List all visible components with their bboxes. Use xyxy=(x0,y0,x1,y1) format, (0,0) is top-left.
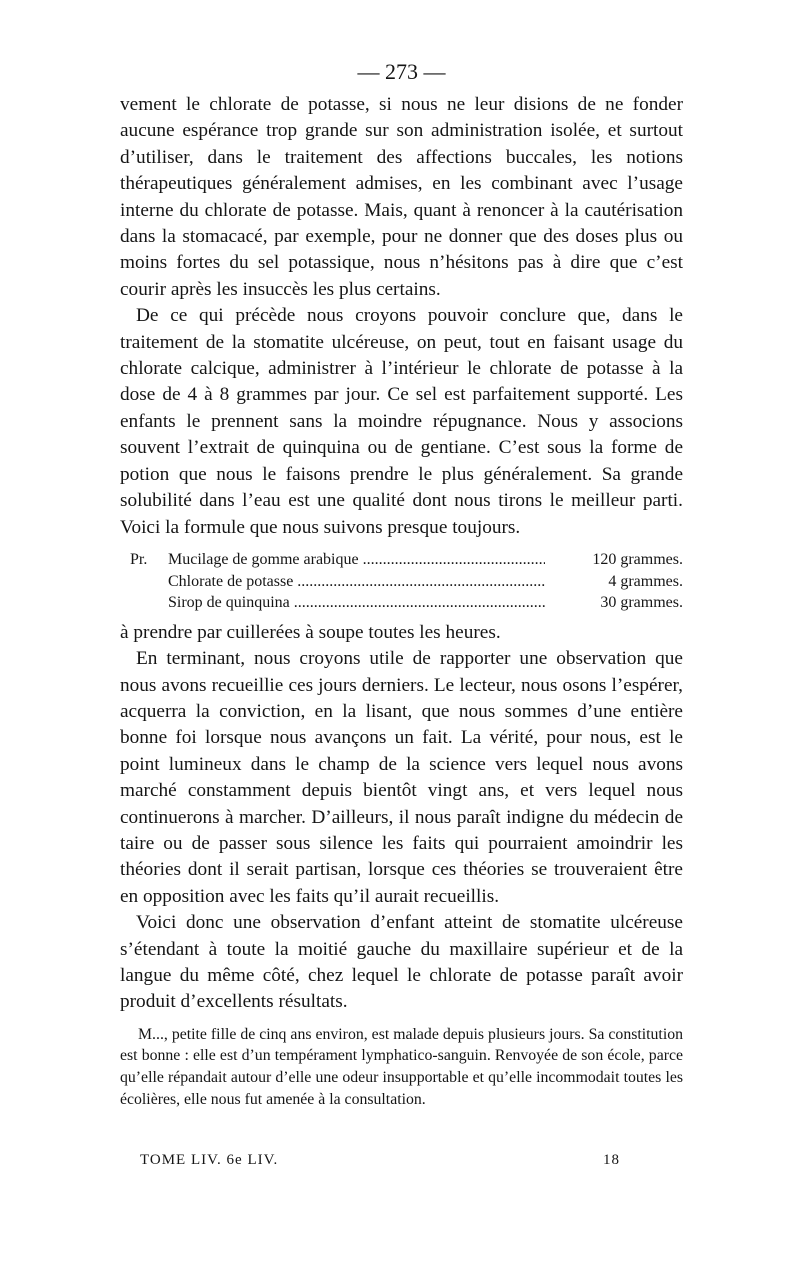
dosage-instruction: à prendre par cuillerées à soupe toutes les heures. xyxy=(120,621,501,643)
prescription-formula xyxy=(120,549,683,614)
page-body xyxy=(120,52,683,1110)
prescription-item-name: Sirop de quinquina ..... xyxy=(168,592,545,614)
paragraph-continuation: vement le chlorate de potasse, si nous ne leur disions de ne fonder aucune espérance trop grande sur son administration isolée, et surtout d’utiliser, dans le traitement des affections buccales, les notions thérapeutiques généralement admises, en les combinant avec l’usage interne du chlorate de potasse. Mais, quant à renoncer à la cautérisation dans la stomacacé, par exemple, pour ne donner que des doses plus ou moins fortes du sel potassique, nous n’hésitons pas à dire que c’est courir après les insuccès les plus certains. xyxy=(120,94,683,300)
prescription-item-amount: 30 grammes. xyxy=(600,594,683,612)
sheet-signature: 18 xyxy=(603,1152,620,1168)
paragraph-conclusion: De ce qui précède nous croyons pouvoir conclure que, dans le traitement de la stomatite ulcéreuse, on peut, tout en faisant usage du chlorate calcique, administrer à l’intérieur le chlorate de potasse à la dose de 4 à 8 grammes par jour. Ce sel est parfaitement supporté. Les enfants le prennent sans la moindre répugnance. Nous y associons souvent l’extrait de quinquina ou de gentiane. C’est sous la forme de potion que nous le faisons prendre le plus généralement. Sa grande solubilité dans l’eau est une qualité dont nous tirons le meilleur parti. Voici la formule que nous suivons presque toujours. xyxy=(120,305,683,538)
prescription-prefix: Pr. xyxy=(130,550,148,568)
page-footer xyxy=(140,1152,620,1174)
volume-signature: TOME LIV. 6e LIV. xyxy=(140,1152,279,1168)
prescription-row xyxy=(120,592,683,614)
page-number: — 273 — xyxy=(357,59,446,84)
prescription-item-amount: 4 grammes. xyxy=(608,572,683,590)
observation-text: M..., petite fille de cinq ans environ, est malade depuis plusieurs jours. Sa constitution est bonne : elle est d’un tempérament lymphatico-sanguin. Renvoyée de son école, parce qu’elle répandait autour d’elle une odeur insupportable et qu’elle incommodait toutes les écolières, elle nous fut amenée à la consultation. xyxy=(120,1025,683,1108)
prescription-item-name: Mucilage de gomme arabique ..... xyxy=(168,549,545,571)
paragraph-observation-intro: En terminant, nous croyons utile de rapporter une observation que nous avons recueillie ces jours derniers. Le lecteur, nous osons l’espérer, acquerra la conviction, en la lisant, que nous sommes d’une entière bonne foi lorsque nous avançons un fait. La vérité, pour nous, est le point lumineux dans le champ de la science vers lequel nous avons marché constamment depuis bientôt vingt ans, et vers lequel nous continuerons à marcher. D’ailleurs, il nous paraît indigne du médecin de taire ou de passer sous silence les faits qui pourraient amoindrir les théories dont il serait partisan, lorsque ces théories se trouveraient être en opposition avec les faits qu’il aurait recueillis. xyxy=(120,648,683,907)
prescription-row xyxy=(120,571,683,593)
prescription-row xyxy=(120,549,683,571)
paragraph-case-summary: Voici donc une observation d’enfant atteint de stomatite ulcéreuse s’étendant à toute la moitié gauche du maxillaire supérieur et de la langue du même côté, chez lequel le chlorate de potasse paraît avoir produit d’excellents résultats. xyxy=(120,912,683,1013)
prescription-item-amount: 120 grammes. xyxy=(592,550,683,568)
prescription-item-name: Chlorate de potasse ..... xyxy=(168,571,545,593)
